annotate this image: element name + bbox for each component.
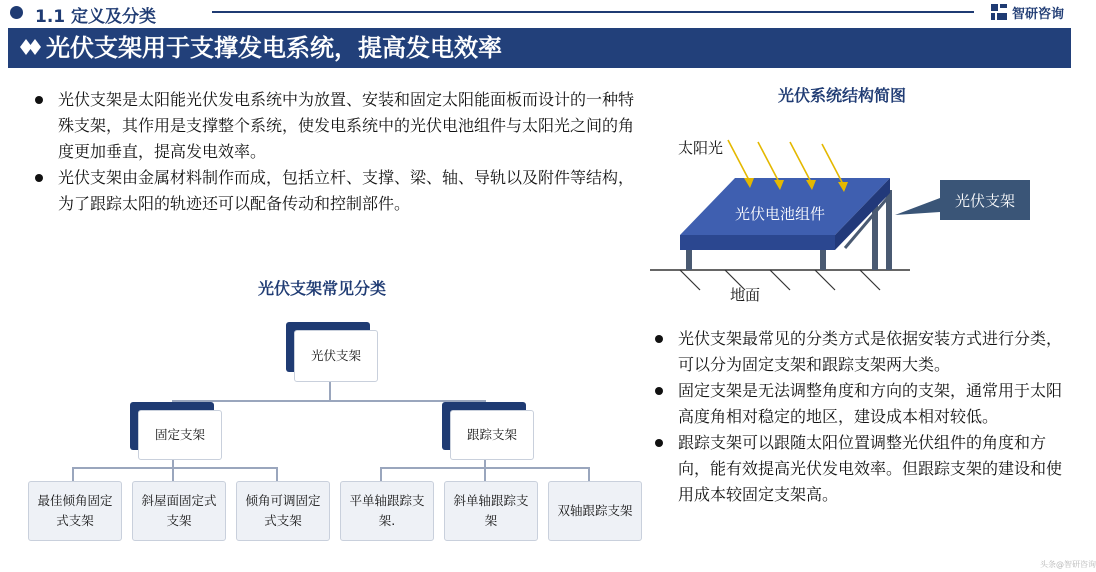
connector <box>72 467 74 481</box>
section-bullet-icon <box>10 6 23 19</box>
tree-leaf: 斜屋面固定式支架 <box>132 481 226 541</box>
ground-label: 地面 <box>730 286 761 304</box>
header-divider <box>212 11 974 13</box>
tree-leaf: 平单轴跟踪支架. <box>340 481 434 541</box>
tree-leaf: 双轴跟踪支架 <box>548 481 642 541</box>
diamond-icon <box>20 37 42 57</box>
tree-leaf: 倾角可调固定式支架 <box>236 481 330 541</box>
intro-bullet-list <box>32 87 638 217</box>
bullet-item: 固定支架是无法调整角度和方向的支架，通常用于太阳高度角相对稳定的地区，建设成本相对较低。 <box>652 378 1062 430</box>
connector <box>276 467 278 481</box>
sunlight-label: 太阳光 <box>678 139 724 157</box>
bullet-item: 光伏支架最常见的分类方式是依据安装方式进行分类，可以分为固定支架和跟踪支架两大类。 <box>652 326 1062 378</box>
tree-leaf: 斜单轴跟踪支架 <box>444 481 538 541</box>
panel-front <box>680 235 835 250</box>
bullet-item: 光伏支架由金属材料制作而成，包括立杆、支撑、梁、轴、导轨以及附件等结构，为了跟踪太阳的轨迹还可以配备传动和控制部件。 <box>32 165 638 217</box>
tree-title: 光伏支架常见分类 <box>258 279 387 298</box>
connector <box>380 467 382 481</box>
tree-node-tracking: 跟踪支架 <box>450 410 534 460</box>
brand-logo <box>990 3 1064 21</box>
connector <box>588 467 590 481</box>
tree-leaf: 最佳倾角固定式支架 <box>28 481 122 541</box>
diagram-title: 光伏系统结构简图 <box>778 86 907 105</box>
connector <box>484 467 486 481</box>
source-footnote: 头条@智研咨询 <box>1040 560 1096 569</box>
tree-node-fixed: 固定支架 <box>138 410 222 460</box>
callout-pointer <box>895 198 940 215</box>
zhiyan-logo-icon <box>990 3 1008 21</box>
classification-bullet-list <box>652 326 1062 508</box>
connector <box>329 382 331 400</box>
bullet-item: 跟踪支架可以跟随太阳位置调整光伏组件的角度和方向，能有效提高光伏发电效率。但跟踪支架的建设和使用成本较固定支架高。 <box>652 430 1062 508</box>
connector <box>172 467 174 481</box>
section-heading: 1.1 定义及分类 <box>35 7 157 27</box>
connector <box>172 400 486 402</box>
tree-root-node: 光伏支架 <box>294 330 378 382</box>
logo-text: 智研咨询 <box>1012 6 1065 22</box>
page-title: 光伏支架用于支撑发电系统，提高发电效率 <box>46 34 502 62</box>
bracket-callout: 光伏支架 <box>940 180 1030 220</box>
ground-hatch <box>680 270 880 290</box>
bullet-item: 光伏支架是太阳能光伏发电系统中为放置、安装和固定太阳能面板而设计的一种特殊支架，其作用是支撑整个系统，使发电系统中的光伏电池组件与太阳光之间的角度更加垂直，提高发电效率。 <box>32 87 638 165</box>
connector <box>72 467 278 469</box>
panel-label: 光伏电池组件 <box>735 205 826 223</box>
